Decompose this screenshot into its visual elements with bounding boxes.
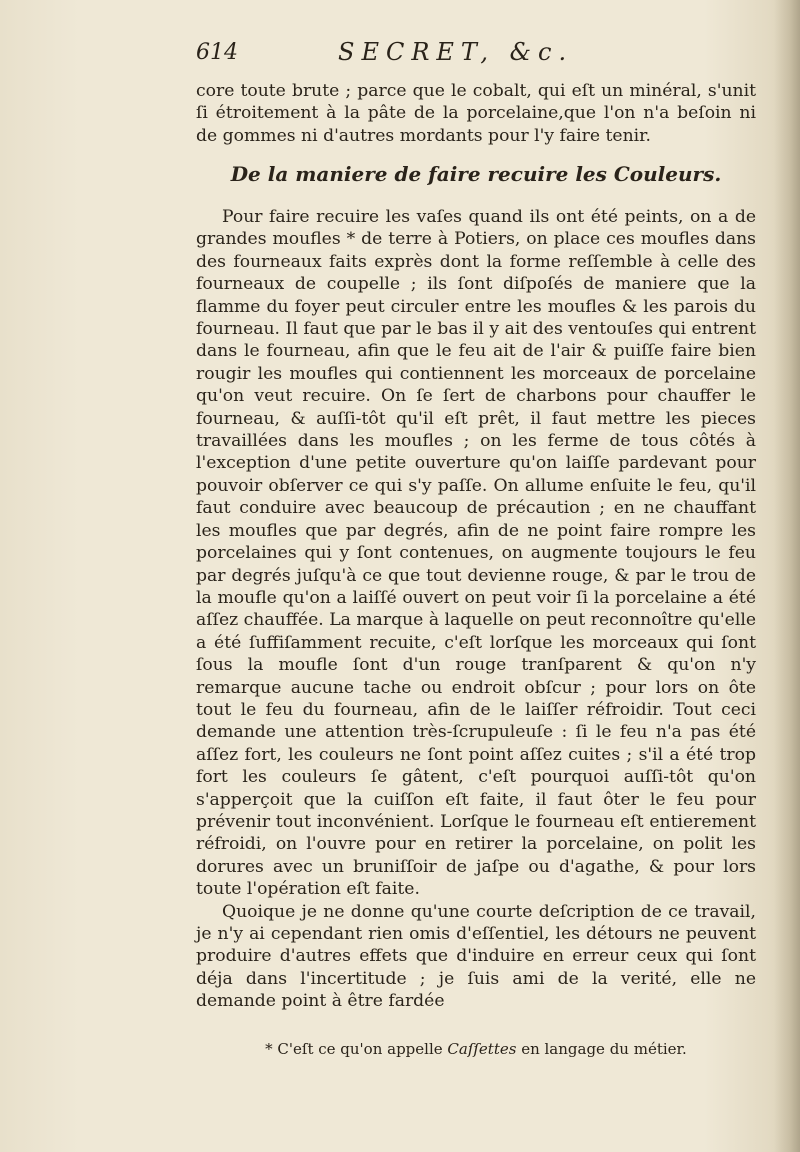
page-edge-shadow	[774, 0, 800, 1152]
paragraph-1: Pour faire recuire les vaſes quand ils ont été peints, on a de grandes moufles * de terre à Potiers, on place ces moufles dans des fourneaux faits exprès dont la forme reſſemble à celle des fourneaux de coupelle ; ils ſont diſpoſés de maniere que la flamme du foyer peut circuler entre les moufles & les parois du fourneau. Il faut que par le bas il y ait des ventouſes qui entrent dans le fourneau, afin que le feu ait de l'air & puiſſe faire bien rougir les moufles qui contiennent les morceaux de porcelaine qu'on veut recuire. On ſe ſert de charbons pour chauffer le fourneau, & auſſi-tôt qu'il eſt prêt, il faut mettre les pieces travaillées dans les moufles ; on les ferme de tous côtés à l'exception d'une petite ouverture qu'on laiſſe pardevant pour pouvoir obſerver ce qui s'y paſſe. On allume enſuite le feu, qu'il faut conduire avec beaucoup de précaution ; en ne chauffant les moufles que par degrés, afin de ne point faire rompre les porcelaines qui y ſont contenues, on augmente toujours le feu par degrés juſqu'à ce que tout devienne rouge, & par le trou de la moufle qu'on a laiſſé ouvert on peut voir ſi la porcelaine a été aſſez chauffée. La marque à laquelle on peut reconnoître qu'elle a été ſuffiſamment recuite, c'eſt lorſque les morceaux qui ſont ſous la moufle ſont d'un rouge tranſparent & qu'on n'y remarque aucune tache ou endroit obſcur ; pour lors on ôte tout le feu du fourneau, afin de le laiſſer réfroidir. Tout ceci demande une attention très-ſcrupuleuſe : ſi le feu n'a pas été aſſez fort, les couleurs ne ſont point aſſez cuites ; s'il a été trop fort les couleurs ſe gâtent, c'eſt pourquoi auſſi-tôt qu'on s'apperçoit que la cuiſſon eſt faite, il faut ôter le feu pour prévenir tout inconvénient. Lorſque le fourneau eſt entierement réfroidi, on l'ouvre pour en retirer la porcelaine, on polit les dorures avec un bruniſſoir de jaſpe ou d'agathe, & pour lors toute l'opération eſt faite.	[196, 207, 756, 900]
page-number: 614	[196, 40, 238, 65]
section-heading: De la maniere de faire recuire les Couleurs.	[230, 162, 722, 186]
footnote-marker: * C'eſt ce qu'on appelle	[265, 1040, 448, 1058]
running-head-title: SECRET, &c.	[338, 38, 574, 66]
footnote-rest: en langage du métier.	[516, 1040, 687, 1058]
footnote-term: Caſſettes	[447, 1040, 517, 1058]
footnote	[196, 1040, 756, 1058]
body-text	[196, 206, 756, 1013]
running-head	[196, 36, 756, 72]
intro-paragraph: core toute brute ; parce que le cobalt, qui eſt un minéral, s'unit ſi étroitement à la pâte de la porcelaine,que l'on n'a beſoin ni de gommes ni d'autres mordants pour l'y faire tenir.	[196, 81, 756, 146]
paragraph-2: Quoique je ne donne qu'une courte deſcription de ce travail, je n'y ai cependant rien omis d'eſſentiel, les détours ne peuvent produire d'autres effets que d'induire en erreur ceux qui ſont déja dans l'incertitude ; je ſuis ami de la verité, elle ne demande point à être fardée	[196, 901, 756, 1012]
